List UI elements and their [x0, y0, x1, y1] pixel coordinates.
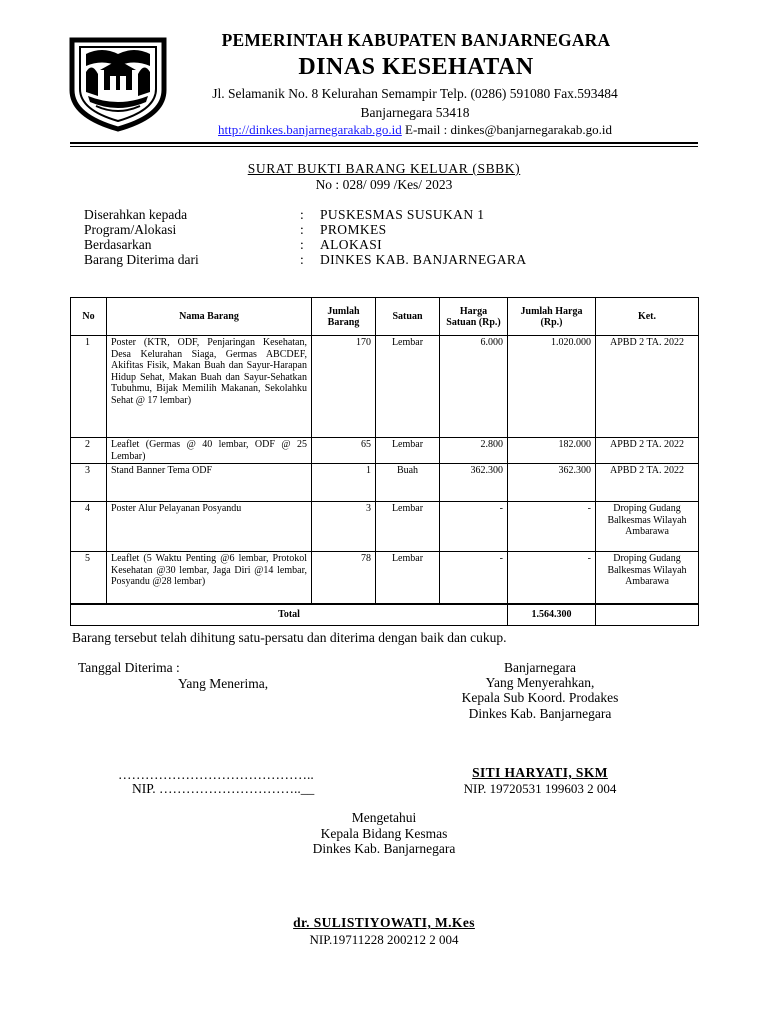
approver-nip: NIP.19711228 200212 2 004: [309, 932, 459, 947]
cell-note: Droping Gudang Balkesmas Wilayah Ambarawa: [596, 552, 699, 604]
website-link[interactable]: http://dinkes.banjarnegarakab.go.id: [218, 122, 402, 137]
government-name: PEMERINTAH KABUPATEN BANJARNEGARA: [221, 30, 611, 50]
cell-no: 2: [71, 438, 107, 464]
cell-price: 2.800: [440, 438, 508, 464]
cell-no: 4: [71, 502, 107, 552]
total-note-empty: [596, 604, 699, 626]
info-value: PROMKES: [320, 222, 387, 237]
info-value: DINKES KAB. BANJARNEGARA: [320, 252, 527, 267]
cell-unit: Lembar: [376, 502, 440, 552]
info-label: Program/Alokasi: [84, 222, 177, 237]
contact-line: [180, 122, 650, 138]
cell-unit: Lembar: [376, 336, 440, 438]
header-price: Harga Satuan (Rp.): [440, 298, 508, 336]
cell-unit: Buah: [376, 464, 440, 502]
header-no: No: [71, 298, 107, 336]
received-date-label: Tanggal Diterima :: [78, 660, 180, 675]
cell-total: 1.020.000: [508, 336, 596, 438]
document-number: No : 028/ 099 /Kes/ 2023: [315, 177, 453, 192]
total-value: 1.564.300: [508, 604, 596, 626]
cell-qty: 78: [312, 552, 376, 604]
total-label: Total: [71, 604, 508, 626]
header-name: Nama Barang: [107, 298, 312, 336]
cell-name: Poster Alur Pelayanan Posyandu: [107, 502, 312, 552]
receiver-nip: NIP. …………………………..__: [132, 781, 315, 796]
cell-note: APBD 2 TA. 2022: [596, 464, 699, 502]
table-row: [71, 552, 699, 604]
info-value: ALOKASI: [320, 237, 383, 252]
table-header-row: [71, 298, 699, 336]
info-label: Diserahkan kepada: [84, 207, 188, 222]
cell-no: 1: [71, 336, 107, 438]
letterhead-rule-thin: [70, 146, 698, 147]
cell-name: Stand Banner Tema ODF: [107, 464, 312, 502]
approver-name: dr. SULISTIYOWATI, M.Kes: [293, 915, 475, 930]
cell-qty: 170: [312, 336, 376, 438]
cell-note: Droping Gudang Balkesmas Wilayah Ambarawa: [596, 502, 699, 552]
receiver-signature-line: ……………………………………..: [118, 767, 314, 782]
info-label: Berdasarkan: [84, 237, 152, 252]
cell-price: 6.000: [440, 336, 508, 438]
approver-position: Kepala Bidang Kesmas: [320, 826, 448, 841]
giver-role: Yang Menyerahkan,: [485, 675, 595, 690]
giver-position: Kepala Sub Koord. Prodakes: [461, 690, 619, 705]
giver-name: SITI HARYATI, SKM: [472, 765, 608, 780]
approver-label: Mengetahui: [351, 810, 417, 825]
info-colon: :: [300, 252, 304, 267]
table-row: [71, 502, 699, 552]
info-colon: :: [300, 207, 304, 222]
cell-total: 362.300: [508, 464, 596, 502]
document-title: SURAT BUKTI BARANG KELUAR (SBBK): [247, 161, 521, 176]
address-line-1: Jl. Selamanik No. 8 Kelurahan Semampir Telp. (0286) 591080 Fax.593484: [212, 86, 618, 101]
cell-name: Leaflet (5 Waktu Penting @6 lembar, Protokol Kesehatan @30 lembar, Jaga Diri @14 lembar, Posyandu @28 lembar): [107, 552, 312, 604]
table-total-row: [71, 604, 699, 626]
giver-office: Dinkes Kab. Banjarnegara: [468, 706, 612, 721]
receiver-role: Yang Menerima,: [178, 676, 269, 691]
cell-total: 182.000: [508, 438, 596, 464]
cell-note: APBD 2 TA. 2022: [596, 336, 699, 438]
header-qty: Jumlah Barang: [312, 298, 376, 336]
header-unit: Satuan: [376, 298, 440, 336]
header-total: Jumlah Harga (Rp.): [508, 298, 596, 336]
cell-price: 362.300: [440, 464, 508, 502]
department-name: DINAS KESEHATAN: [298, 54, 534, 80]
header-note: Ket.: [596, 298, 699, 336]
table-row: [71, 438, 699, 464]
approver-office: Dinkes Kab. Banjarnegara: [312, 841, 456, 856]
cell-note: APBD 2 TA. 2022: [596, 438, 699, 464]
email-text: E-mail : dinkes@banjarnegarakab.go.id: [405, 122, 612, 137]
cell-total: -: [508, 502, 596, 552]
cell-qty: 1: [312, 464, 376, 502]
table-row: [71, 336, 699, 438]
info-label: Barang Diterima dari: [84, 252, 199, 267]
banjarnegara-regency-coat-of-arms-icon: [66, 32, 170, 132]
cell-qty: 65: [312, 438, 376, 464]
table-row: [71, 464, 699, 502]
cell-total: -: [508, 552, 596, 604]
cell-name: Poster (KTR, ODF, Penjaringan Kesehatan, Desa Kelurahan Siaga, Germas ABCDEF, Akifitas Fisik, Makan Buah dan Sayur-Harapan Hidup Sehat, Makan Buah dan Sayur-Sehatkan Tubuhmu, Bijak Memilih Makanan, Sekolahku Sehat @ 17 lembar): [107, 336, 312, 438]
cell-name: Leaflet (Germas @ 40 lembar, ODF @ 25 Lembar): [107, 438, 312, 464]
cell-unit: Lembar: [376, 552, 440, 604]
info-colon: :: [300, 237, 304, 252]
cell-qty: 3: [312, 502, 376, 552]
cell-price: -: [440, 552, 508, 604]
giver-place: Banjarnegara: [504, 660, 576, 675]
giver-nip: NIP. 19720531 199603 2 004: [463, 781, 617, 796]
items-table: [70, 297, 699, 626]
info-value: PUSKESMAS SUSUKAN 1: [320, 207, 485, 222]
cell-price: -: [440, 502, 508, 552]
cell-no: 5: [71, 552, 107, 604]
cell-no: 3: [71, 464, 107, 502]
address-line-2: Banjarnegara 53418: [360, 105, 470, 120]
receipt-statement: Barang tersebut telah dihitung satu-persatu dan diterima dengan baik dan cukup.: [72, 630, 507, 645]
cell-unit: Lembar: [376, 438, 440, 464]
letterhead-rule-thick: [70, 142, 698, 144]
info-colon: :: [300, 222, 304, 237]
